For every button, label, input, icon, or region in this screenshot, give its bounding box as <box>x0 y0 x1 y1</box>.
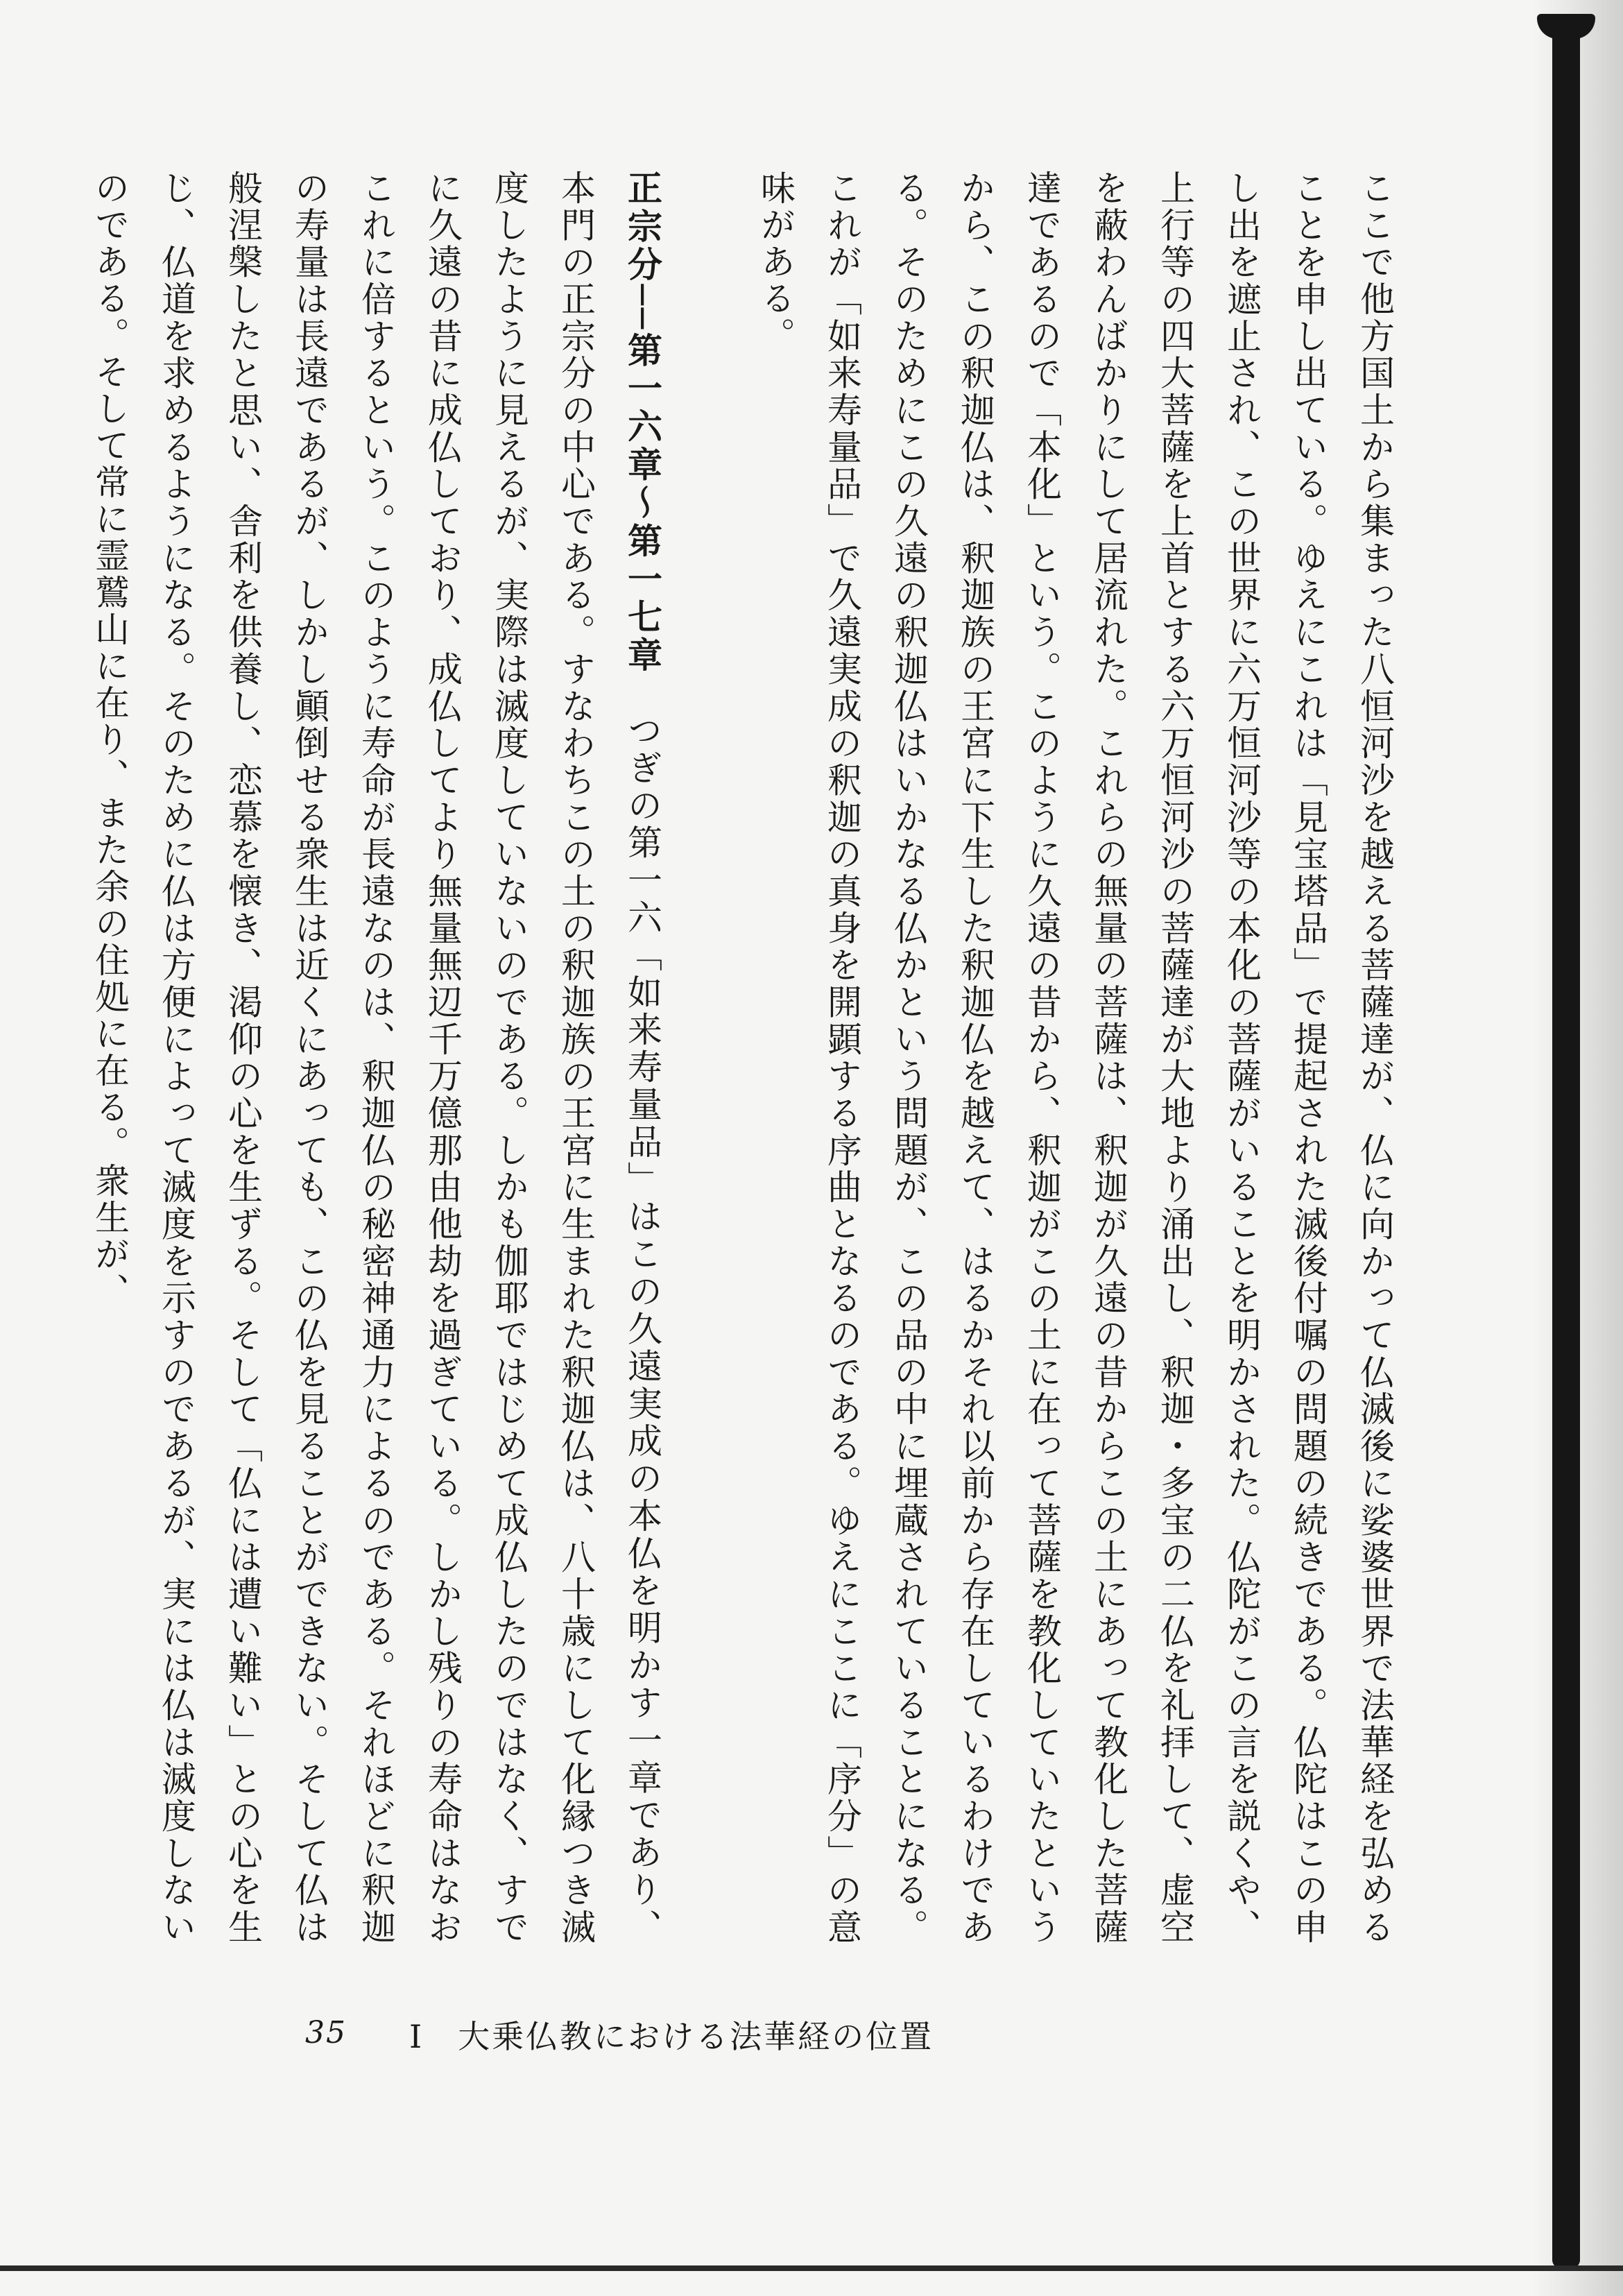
paragraph-2-text: つぎの第一六「如来寿量品」はこの久遠実成の本仏を明かす一章であり、本門の正宗分の中心である。すなわちこの土の釈迦族の王宮に生まれた釈迦仏は、八十歳にして化縁つき滅度したように見えるが、実際は滅度していないのである。しかも伽耶ではじめて成仏したのではなく、すでに久遠の昔に成仏しており、成仏してより無量無辺千万億那由他劫を過ぎている。しかし残りの寿命はなおこれに倍するという。このように寿命が長遠なのは、釈迦仏の秘密神通力によるのである。それほどに釈迦の寿量は長遠であるが、しかし顚倒せる衆生は近くにあっても、この仏を見ることができない。そして仏は般涅槃したと思い、舎利を供養し、恋慕を懐き、渇仰の心を生ずる。そして「仏には遭い難い」との心を生じ、仏道を求めるようになる。そのために仏は方便によって滅度を示すのであるが、実には仏は滅度しないのである。そして常に霊鷲山に在り、また余の住処に在る。衆生が、 <box>89 170 662 1946</box>
running-head: I 大乗仏教における法華経の位置 <box>409 2018 934 2055</box>
section-heading: 正宗分──第一六章〜第一七章 <box>622 170 662 676</box>
body-text <box>89 170 1408 1946</box>
book-binding-edge <box>1552 14 1580 2268</box>
bottom-rule <box>0 2265 1623 2271</box>
paragraph-1-text: ここで他方国土から集まった八恒河沙を越える菩薩達が、仏に向かって仏滅後に娑婆世界で法華経を弘めることを申し出ている。ゆえにこれは「見宝塔品」で提起された滅後付嘱の問題の続きである。仏陀はこの申し出を遮止され、この世界に六万恒河沙等の本化の菩薩がいることを明かされた。仏陀がこの言を説くや、上行等の四大菩薩を上首とする六万恒河沙の菩薩達が大地より涌出し、釈迦・多宝の二仏を礼拝して、虚空を蔽わんばかりにして居流れた。これらの無量の菩薩は、釈迦が久遠の昔からこの土にあって教化した菩薩達であるので「本化」という。このように久遠の昔から、釈迦がこの土に在って菩薩を教化していたというから、この釈迦仏は、釈迦族の王宮に下生した釈迦仏を越えて、はるかそれ以前から存在しているわけである。そのためにこの久遠の釈迦仏はいかなる仏かという問題が、この品の中に埋蔵されていることになる。これが「如来寿量品」で久遠実成の釈迦の真身を開顕する序曲となるのである。ゆえにここに「序分」の意味がある。 <box>755 170 1395 1946</box>
paragraph-1 <box>742 170 1408 1946</box>
paragraph-2 <box>76 170 676 1946</box>
page-number: 35 <box>305 2015 347 2050</box>
